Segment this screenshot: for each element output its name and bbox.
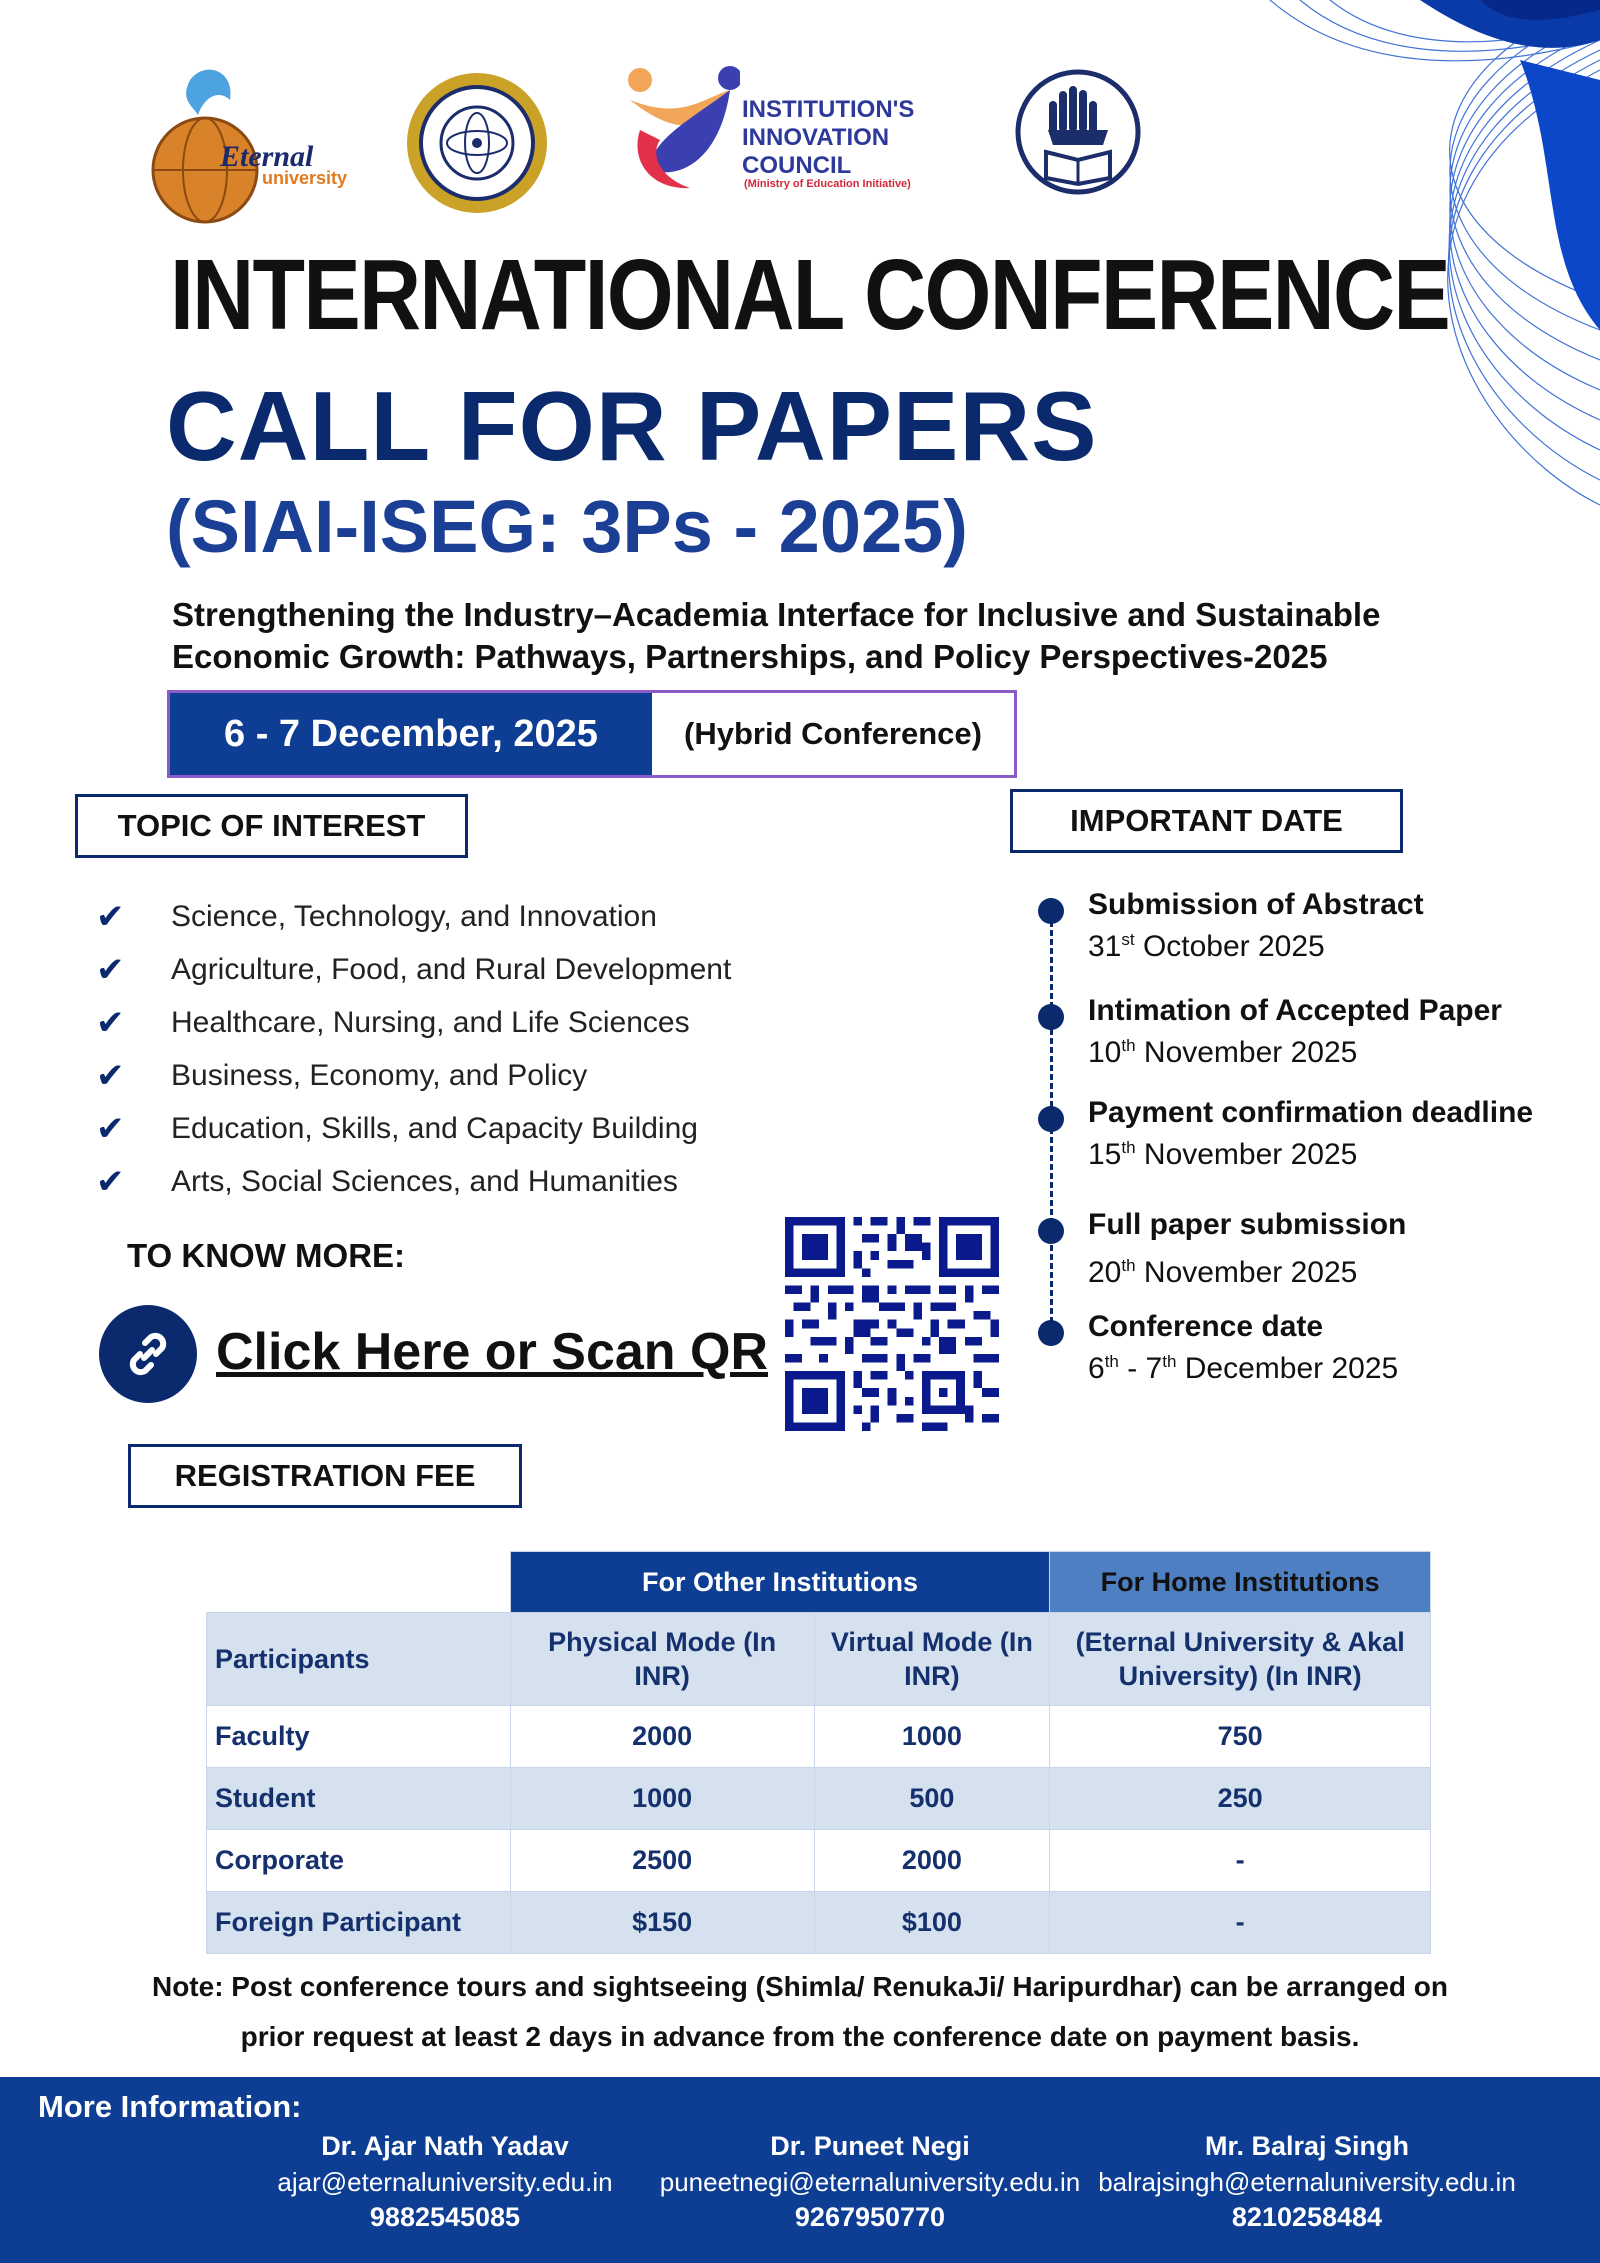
- topic-label: Education, Skills, and Capacity Building: [171, 1111, 698, 1145]
- topic-list: [90, 890, 731, 1208]
- conference-dates: 6 - 7 December, 2025: [170, 693, 652, 775]
- contact-email[interactable]: ajar@eternaluniversity.edu.in: [277, 2167, 613, 2197]
- eternal-wordmark: Eternal: [220, 140, 314, 173]
- iic-line2: INNOVATION: [742, 124, 890, 151]
- table-row: [207, 1830, 1431, 1892]
- date-day: 15: [1088, 1138, 1122, 1171]
- timeline-dot: [1038, 1106, 1064, 1132]
- more-info-link[interactable]: Click Here or Scan QR: [216, 1323, 768, 1381]
- date-day: 31: [1088, 930, 1122, 963]
- topic-label: Arts, Social Sciences, and Humanities: [171, 1164, 678, 1198]
- topic-label: Healthcare, Nursing, and Life Sciences: [171, 1005, 690, 1039]
- physical-cell: 2500: [510, 1830, 814, 1892]
- home-cell: -: [1050, 1892, 1431, 1954]
- col-participants: Participants: [207, 1613, 511, 1706]
- iic-symbol-icon: [620, 60, 740, 190]
- timeline-title: Payment confirmation deadline: [1088, 1096, 1534, 1129]
- contact-name: Dr. Puneet Negi: [770, 2131, 970, 2161]
- qr-code[interactable]: [785, 1217, 999, 1431]
- iic-line1: INSTITUTION'S: [742, 96, 915, 123]
- virtual-cell: 2000: [814, 1830, 1050, 1892]
- eternal-university-logo: [150, 60, 350, 230]
- list-item: [90, 1049, 731, 1102]
- table-column-header: [207, 1613, 1431, 1706]
- contact-name: Dr. Ajar Nath Yadav: [321, 2131, 569, 2161]
- link-button[interactable]: [99, 1305, 197, 1403]
- iic-logo: [620, 60, 930, 200]
- date-rest: November 2025: [1135, 1138, 1358, 1171]
- date-banner: [167, 690, 1017, 778]
- list-item: [90, 943, 731, 996]
- date-suffix: th: [1121, 1036, 1136, 1055]
- date-rest: October 2025: [1134, 930, 1325, 963]
- table-row: [207, 1768, 1431, 1830]
- contact-phone[interactable]: 9882545085: [369, 2202, 521, 2232]
- timeline-dot: [1038, 898, 1064, 924]
- date-suffix: th: [1121, 1138, 1136, 1157]
- participant-cell: Foreign Participant: [207, 1892, 511, 1954]
- kalgidhar-society-logo: [1008, 60, 1148, 210]
- group-other-institutions: For Other Institutions: [510, 1552, 1050, 1613]
- contact-card: [1087, 2127, 1527, 2235]
- contact-email[interactable]: puneetnegi@eternaluniversity.edu.in: [659, 2167, 1081, 2197]
- gear-icon: [402, 68, 552, 218]
- contact-card: [225, 2127, 665, 2235]
- contact-card: [650, 2127, 1090, 2235]
- rd-cell-logo: [402, 68, 552, 218]
- timeline-date: [1088, 930, 1325, 964]
- topic-label: Business, Economy, and Policy: [171, 1058, 588, 1092]
- date-suffix: th: [1121, 1256, 1136, 1275]
- registration-fee-table: [206, 1551, 1431, 1954]
- timeline-title: Full paper submission: [1088, 1208, 1407, 1241]
- participant-cell: Student: [207, 1768, 511, 1830]
- timeline-title: Submission of Abstract: [1088, 888, 1424, 921]
- virtual-cell: $100: [814, 1892, 1050, 1954]
- physical-cell: $150: [510, 1892, 814, 1954]
- tour-note: Note: Post conference tours and sightseeing (Shimla/ RenukaJi/ Haripurdhar) can be arranged on prior request at least 2 days in advance from the conference date on payment basis.: [151, 1971, 1449, 2052]
- timeline-dot: [1038, 1004, 1064, 1030]
- col-virtual: Virtual Mode (In INR): [814, 1613, 1050, 1706]
- physical-cell: 1000: [510, 1768, 814, 1830]
- contact-phone[interactable]: 8210258484: [1231, 2202, 1383, 2232]
- date-day: 6: [1088, 1352, 1105, 1385]
- list-item: [90, 890, 731, 943]
- timeline-dot: [1038, 1218, 1064, 1244]
- participant-cell: Corporate: [207, 1830, 511, 1892]
- group-home-institutions: For Home Institutions: [1050, 1552, 1431, 1613]
- check-icon: ✔: [96, 1162, 125, 1201]
- physical-cell: 2000: [510, 1706, 814, 1768]
- conference-heading: INTERNATIONAL CONFERENCE: [170, 239, 1450, 351]
- virtual-cell: 500: [814, 1768, 1050, 1830]
- date-rest: November 2025: [1135, 1256, 1358, 1289]
- timeline-date: [1088, 1256, 1357, 1290]
- table-row: [207, 1706, 1431, 1768]
- check-icon: ✔: [96, 1003, 125, 1042]
- date-suffix: th: [1104, 1352, 1119, 1371]
- check-icon: ✔: [96, 950, 125, 989]
- conference-code: (SIAI-ISEG: 3Ps - 2025): [166, 485, 968, 568]
- topic-heading: TOPIC OF INTEREST: [75, 794, 468, 858]
- topic-label: Agriculture, Food, and Rural Development: [171, 952, 732, 986]
- list-item: [90, 1102, 731, 1155]
- list-item: [90, 1155, 731, 1208]
- table-row: [207, 1892, 1431, 1954]
- conference-mode: (Hybrid Conference): [684, 716, 982, 751]
- date-suffix: st: [1121, 930, 1135, 949]
- call-for-papers-heading: CALL FOR PAPERS: [166, 371, 1098, 481]
- footer: [0, 2077, 1600, 2263]
- timeline-dot: [1038, 1320, 1064, 1346]
- timeline-date: [1088, 1352, 1398, 1386]
- virtual-cell: 1000: [814, 1706, 1050, 1768]
- list-item: [90, 996, 731, 1049]
- col-physical: Physical Mode (In INR): [510, 1613, 814, 1706]
- timeline-title: Intimation of Accepted Paper: [1088, 994, 1502, 1027]
- check-icon: ✔: [96, 897, 125, 936]
- link-icon: [122, 1328, 174, 1380]
- eternal-subword: university: [262, 168, 348, 188]
- date-day: 20: [1088, 1256, 1122, 1289]
- date-day: 10: [1088, 1036, 1122, 1069]
- hand-book-icon: [1008, 60, 1148, 210]
- timeline-date: [1088, 1138, 1357, 1172]
- participant-cell: Faculty: [207, 1706, 511, 1768]
- home-cell: 250: [1050, 1768, 1431, 1830]
- contact-name: Mr. Balraj Singh: [1204, 2131, 1410, 2161]
- conference-theme: Strengthening the Industry–Academia Interface for Inclusive and Sustainable Economic Growth: Pathways, Partnerships, and Policy Perspectives-2025: [172, 596, 1381, 675]
- contact-email[interactable]: balrajsingh@eternaluniversity.edu.in: [1098, 2167, 1516, 2197]
- contact-phone[interactable]: 9267950770: [794, 2202, 946, 2232]
- timeline-date: [1088, 1036, 1357, 1070]
- timeline-title: Conference date: [1088, 1310, 1324, 1343]
- iic-name: [742, 96, 914, 180]
- iic-subtitle: (Ministry of Education Initiative): [744, 178, 911, 190]
- table-group-header: [207, 1552, 1431, 1613]
- iic-line3: COUNCIL: [742, 152, 852, 179]
- check-icon: ✔: [96, 1056, 125, 1095]
- date-rest: November 2025: [1135, 1036, 1358, 1069]
- col-home: (Eternal University & Akal University) (In INR): [1050, 1613, 1431, 1706]
- know-more-heading: TO KNOW MORE:: [127, 1237, 406, 1274]
- registration-heading: REGISTRATION FEE: [128, 1444, 522, 1508]
- date-suffix: th: [1162, 1352, 1177, 1371]
- topic-label: Science, Technology, and Innovation: [171, 899, 657, 933]
- empty-cell: [207, 1552, 511, 1613]
- home-cell: -: [1050, 1830, 1431, 1892]
- home-cell: 750: [1050, 1706, 1431, 1768]
- check-icon: ✔: [96, 1109, 125, 1148]
- important-date-heading: IMPORTANT DATE: [1010, 789, 1403, 853]
- date-rest: December 2025: [1176, 1352, 1399, 1385]
- more-info-heading: More Information:: [38, 2089, 302, 2124]
- date-mid: - 7: [1118, 1352, 1163, 1385]
